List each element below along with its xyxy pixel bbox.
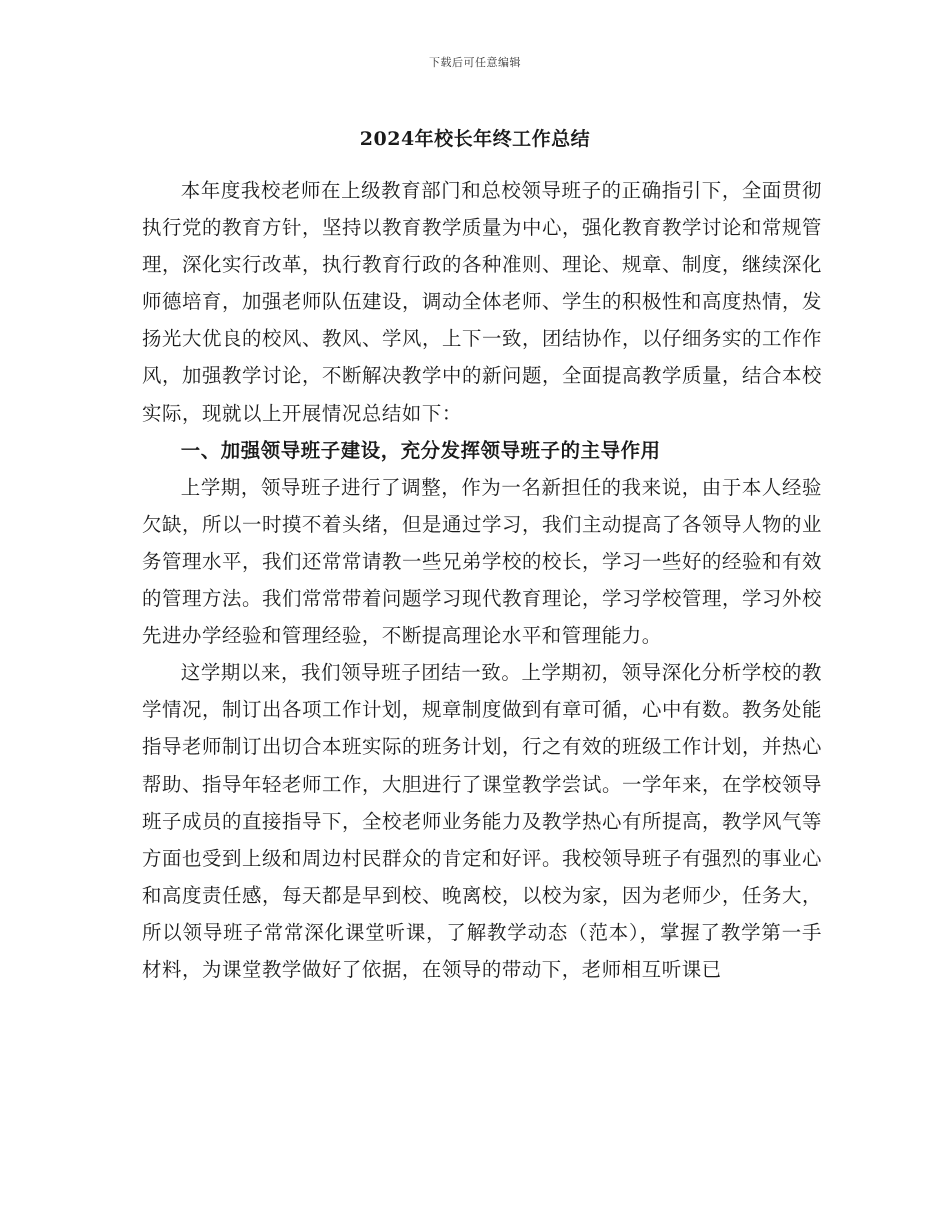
document-body (142, 172, 822, 988)
paragraph-intro: 本年度我校老师在上级教育部门和总校领导班子的正确指引下，全面贯彻执行党的教育方针，坚持以教育教学质量为中心，强化教育教学讨论和常规管理，深化实行改革，执行教育行政的各种准则、理论、规章、制度，继续深化师德培育，加强老师队伍建设，调动全体老师、学生的积极性和高度热情，发扬光大优良的校风、教风、学风，上下一致，团结协作，以仔细务实的工作作风，加强教学讨论，不断解决教学中的新问题，全面提高教学质量，结合本校实际，现就以上开展情况总结如下： (142, 179, 822, 425)
paragraph-leadership-adjustment: 上学期，领导班子进行了调整，作为一名新担任的我来说，由于本人经验欠缺，所以一时摸不着头绪，但是通过学习，我们主动提高了各领导人物的业务管理水平，我们还常常请教一些兄弟学校的校长，学习一些好的经验和有效的管理方法。我们常常带着问题学习现代教育理论，学习学校管理，学习外校先进办学经验和管理经验，不断提高理论水平和管理能力。 (142, 475, 822, 648)
page-header-note: 下载后可任意编辑 (429, 56, 521, 69)
section-heading-1: 一、加强领导班子建设，充分发挥领导班子的主导作用 (180, 438, 661, 462)
document-title: 2024年校长年终工作总结 (359, 128, 591, 150)
paragraph-leadership-unity: 这学期以来，我们领导班子团结一致。上学期初，领导深化分析学校的教学情况，制订出各项工作计划，规章制度做到有章可循，心中有数。教务处能指导老师制订出切合本班实际的班务计划，行之有效的班级工作计划，并热心帮助、指导年轻老师工作，大胆进行了课堂教学尝试。一学年来，在学校领导班子成员的直接指导下，全校老师业务能力及教学热心有所提高，教学风气等方面也受到上级和周边村民群众的肯定和好评。我校领导班子有强烈的事业心和高度责任感，每天都是早到校、晚离校，以校为家，因为老师少，任务大，所以领导班子常常深化课堂听课，了解教学动态（范本），掌握了教学第一手材料，为课堂教学做好了依据，在领导的带动下，老师相互听课已 (142, 661, 822, 981)
